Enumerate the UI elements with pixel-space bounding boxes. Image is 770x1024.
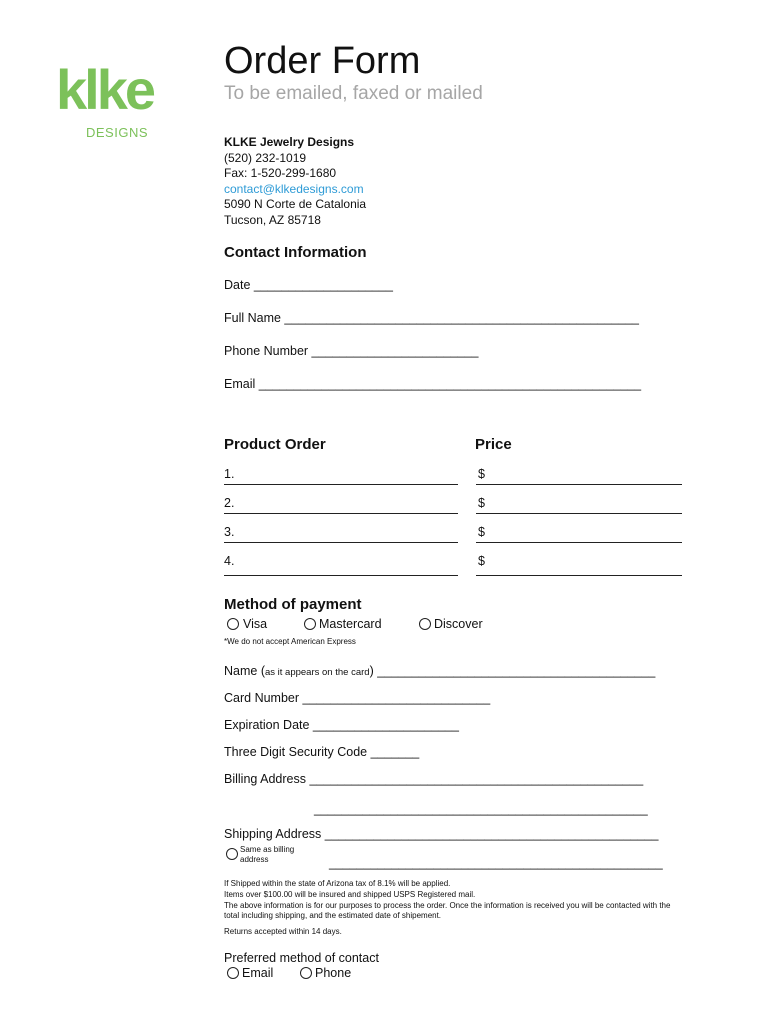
tax-note: If Shipped within the state of Arizona tax of 8.1% will be applied. xyxy=(224,879,451,888)
company-name: KLKE Jewelry Designs xyxy=(224,135,355,149)
page-title: Order Form xyxy=(224,40,421,82)
product-order-heading: Product Order xyxy=(224,436,326,453)
product-row-1-number: 1. xyxy=(224,467,235,481)
card-name-field[interactable] xyxy=(224,664,655,678)
card-name-label: Name ( xyxy=(224,664,265,678)
discover-radio[interactable] xyxy=(419,618,431,630)
company-address-2: Tucson, AZ 85718 xyxy=(224,213,321,227)
billing-address-field[interactable]: Billing Address ________________________________________________ xyxy=(224,772,644,786)
product-row-2-line[interactable] xyxy=(224,513,458,514)
logo-text: klke xyxy=(56,58,153,121)
mastercard-radio[interactable] xyxy=(304,618,316,630)
price-row-2-symbol: $ xyxy=(478,496,485,510)
phone-number-field[interactable]: Phone Number ________________________ xyxy=(224,344,479,358)
billing-address-line-2[interactable]: ________________________________________________ xyxy=(314,802,648,816)
product-row-2-number: 2. xyxy=(224,496,235,510)
price-row-3-symbol: $ xyxy=(478,525,485,539)
price-row-1-line[interactable] xyxy=(476,484,682,485)
insurance-note: Items over $100.00 will be insured and shipped USPS Registered mail. xyxy=(224,890,476,899)
full-name-field[interactable]: Full Name ___________________________________________________ xyxy=(224,311,639,325)
price-row-3-line[interactable] xyxy=(476,542,682,543)
price-row-4-symbol: $ xyxy=(478,554,485,568)
product-row-3-number: 3. xyxy=(224,525,235,539)
logo-subtext: DESIGNS xyxy=(86,125,149,140)
expiration-field[interactable]: Expiration Date _____________________ xyxy=(224,718,459,732)
price-row-1-symbol: $ xyxy=(478,467,485,481)
page-subtitle: To be emailed, faxed or mailed xyxy=(224,83,483,104)
price-row-4-line[interactable] xyxy=(476,575,682,576)
phone-contact-label: Phone xyxy=(315,966,352,980)
email-contact-label: Email xyxy=(242,966,274,980)
visa-label: Visa xyxy=(243,617,268,631)
returns-note: Returns accepted within 14 days. xyxy=(224,927,342,936)
product-row-4-number: 4. xyxy=(224,554,235,568)
amex-note: *We do not accept American Express xyxy=(224,637,356,646)
product-row-4-line[interactable] xyxy=(224,575,458,576)
price-row-2-line[interactable] xyxy=(476,513,682,514)
product-row-3-line[interactable] xyxy=(224,542,458,543)
payment-heading: Method of payment xyxy=(224,596,362,613)
phone-contact-radio[interactable] xyxy=(300,967,312,979)
company-fax: Fax: 1-520-299-1680 xyxy=(224,166,337,180)
company-email-link[interactable]: contact@klkedesigns.com xyxy=(224,182,364,196)
date-field[interactable]: Date ____________________ xyxy=(224,278,393,292)
preferred-contact-heading: Preferred method of contact xyxy=(224,951,379,965)
company-phone: (520) 232-1019 xyxy=(224,151,307,165)
email-field[interactable]: Email _______________________________________________________ xyxy=(224,377,642,391)
card-name-hint: as it appears on the card xyxy=(264,667,370,678)
same-as-billing-radio[interactable] xyxy=(226,848,238,860)
card-number-field[interactable]: Card Number ___________________________ xyxy=(224,691,491,705)
purpose-note-1: The above information is for our purposes to process the order. Once the information is received you will be contacted with the xyxy=(224,901,671,910)
product-row-1-line[interactable] xyxy=(224,484,458,485)
price-heading: Price xyxy=(475,436,512,453)
company-address-1: 5090 N Corte de Catalonia xyxy=(224,197,367,211)
shipping-address-line-2[interactable]: ________________________________________________ xyxy=(329,856,663,870)
card-name-line: ) ________________________________________ xyxy=(369,664,656,678)
security-code-field[interactable]: Three Digit Security Code _______ xyxy=(224,745,420,759)
email-contact-radio[interactable] xyxy=(227,967,239,979)
same-as-billing-label-2: address xyxy=(240,855,269,864)
same-as-billing-label-1: Same as billing xyxy=(240,845,295,854)
contact-heading: Contact Information xyxy=(224,244,367,261)
discover-label: Discover xyxy=(434,617,483,631)
mastercard-label: Mastercard xyxy=(319,617,382,631)
visa-radio[interactable] xyxy=(227,618,239,630)
purpose-note-2: total including shipping, and the estimated date of shipement. xyxy=(224,911,442,920)
shipping-address-field[interactable]: Shipping Address ________________________________________________ xyxy=(224,827,659,841)
